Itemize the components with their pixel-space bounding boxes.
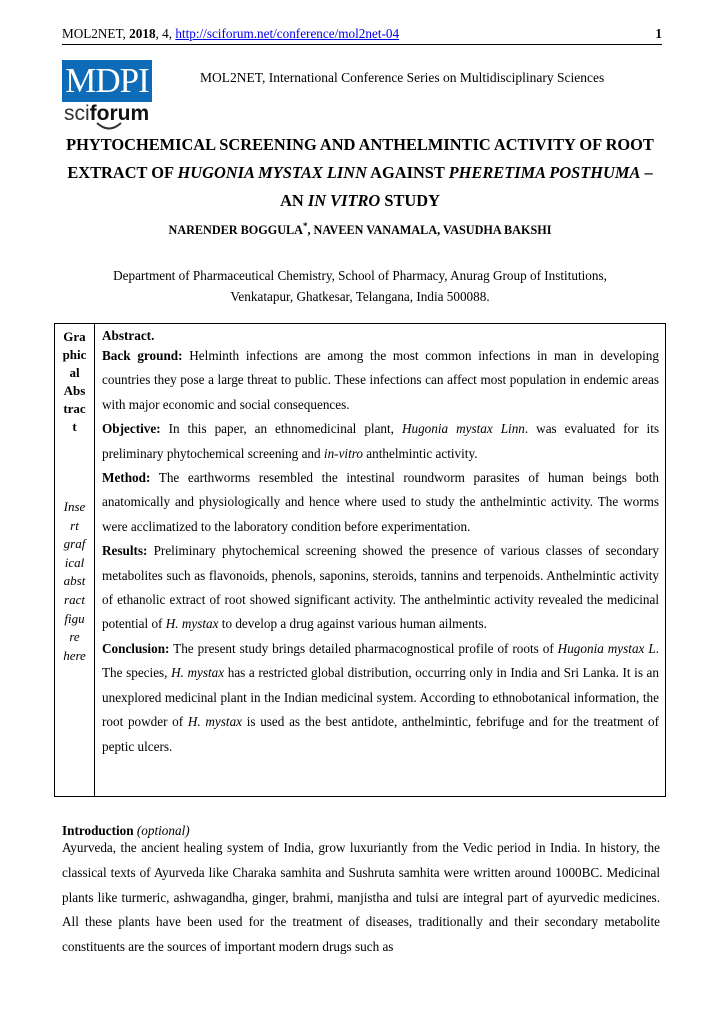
header-citation <box>62 26 399 42</box>
ga-label-line: al <box>69 365 80 380</box>
title-invitro: IN VITRO <box>307 191 381 210</box>
objective-invitro: in-vitro <box>323 445 363 461</box>
objective-text: anthelmintic activity. <box>363 445 478 461</box>
ga-label-line: Gra <box>63 329 86 344</box>
conclusion-species: Hugonia mystax L <box>557 640 656 656</box>
conference-line: MOL2NET, International Conference Series on Multidisciplinary Sciences <box>200 70 605 85</box>
background-label: Back ground: <box>102 348 183 363</box>
logo-sci: sci <box>64 102 90 125</box>
conclusion-text: The present study brings detailed pharmacognostical profile of roots of <box>169 640 558 656</box>
title-part3: – AN <box>280 163 653 210</box>
ga-placeholder-line: ract <box>64 591 85 607</box>
ga-placeholder-line: Inse <box>63 499 86 514</box>
objective-text: In this paper, an ethnomedicinal plant, <box>160 421 402 437</box>
logo-forum: forum <box>89 102 150 125</box>
ga-placeholder-line: abst <box>63 573 86 589</box>
abstract-results <box>102 539 659 637</box>
author-corresponding-mark: * <box>302 221 308 231</box>
objective-text: . was evaluated for its preliminary phytochemical screening and <box>102 421 659 461</box>
graphical-abstract-label <box>55 328 94 436</box>
ga-label-line: phic <box>62 347 87 362</box>
author-first: NARENDER BOGGULA <box>168 223 303 238</box>
conclusion-species: H. mystax <box>187 714 243 730</box>
title-part2: AGAINST <box>366 163 449 182</box>
running-header <box>62 26 662 45</box>
objective-species: Hugonia mystax Linn <box>401 421 525 437</box>
results-text: Preliminary phytochemical screening showed the presence of various classes of secondary metabolites such as flavonoids, phenols, saponins, steroids, tannins and terpenoids. Anthelmintic activity of ethanolic extract of root showed significant activity. The anthelmintic activity revealed the medicinal potential of <box>102 543 659 632</box>
method-label: Method: <box>102 470 151 486</box>
affiliation-line1: Department of Pharmaceutical Chemistry, School of Pharmacy, Anurag Group of Institutions, <box>113 268 607 283</box>
conclusion-species: H. mystax <box>171 665 225 681</box>
conclusion-label: Conclusion: <box>102 640 170 656</box>
ga-placeholder-line: graf <box>63 536 86 552</box>
ga-placeholder-line: re <box>69 629 80 645</box>
abstract-objective <box>102 417 659 466</box>
graphical-abstract-column <box>55 328 94 663</box>
paper-title <box>60 131 660 215</box>
title-species1: HUGONIA MYSTAX LINN <box>177 163 367 182</box>
introduction-text: Ayurveda, the ancient healing system of India, grow luxuriantly from the Vedic period in India. In history, the classical texts of Ayurveda like Charaka samhita and Sushruta samhita were written around 1000BC. Medicinal plants like turmeric, ashwagandha, ginger, brahmi, manjistha and tulsi are integral part of ayurvedic medicines. All these plants have been used for the treatment of diseases, traditionally and their secondary metabolite constituents are the sources of important modern drugs such as <box>62 840 660 955</box>
introduction-optional-note: (optional) <box>136 823 190 838</box>
affiliation-line2: Venkatapur, Ghatkesar, Telangana, India 500088. <box>230 289 490 304</box>
header-volume: , 4, <box>155 26 176 41</box>
ga-label-line: t <box>72 419 77 434</box>
ga-placeholder-line: ical <box>64 554 85 570</box>
title-species2: PHERETIMA POSTHUMA <box>448 163 641 182</box>
results-species: H. mystax <box>165 616 219 632</box>
results-text: to develop a drug against various human ailments. <box>218 616 487 632</box>
author-rest: , NAVEEN VANAMALA, VASUDHA BAKSHI <box>307 223 552 238</box>
abstract-table <box>54 323 666 797</box>
title-part4: STUDY <box>380 191 440 210</box>
page-number: 1 <box>655 26 662 41</box>
header-url-link[interactable]: http://sciforum.net/conference/mol2net-04 <box>175 26 400 41</box>
ga-placeholder-line: here <box>63 647 86 663</box>
conclusion-text: has a restricted global distribution, occurring only in India and Sri Lanka. It is an unexplored medicinal plant in the Indian medicinal system. According to ethnobotanical information, the root powder of <box>102 665 659 730</box>
ga-label-line: trac <box>63 401 86 416</box>
method-text: The earthworms resembled the intestinal roundworm parasites of human beings both anatomically and physiologically and hence where used to study the anthelmintic activity. The worms were acclimatized to the laboratory condition before experimentation. <box>102 470 659 534</box>
introduction-title: Introduction <box>62 823 134 838</box>
ga-placeholder-line: figu <box>64 610 85 626</box>
mdpi-sciforum-logo <box>62 60 152 132</box>
header-year: 2018 <box>129 26 156 41</box>
ga-placeholder-line: rt <box>70 517 79 533</box>
abstract-background <box>102 344 659 417</box>
conclusion-text: is used as the best antidote, anthelmintic, febrifuge and for the treatment of peptic ulcers. <box>102 714 659 754</box>
abstract-method <box>102 466 659 539</box>
graphical-abstract-placeholder <box>55 498 94 665</box>
background-text: Helminth infections are among the most common infections in man in developing countries they pose a large threat to public. These infections can affect most population in endemic areas with major economic and social consequences. <box>102 348 659 412</box>
table-divider <box>94 324 95 796</box>
logo-mdpi-text: MDPI <box>65 61 149 100</box>
abstract-conclusion <box>102 637 659 759</box>
results-label: Results: <box>102 543 148 559</box>
affiliation <box>60 265 660 307</box>
ga-label-line: Abs <box>63 383 86 398</box>
objective-label: Objective: <box>102 421 161 437</box>
title-part1: PHYTOCHEMICAL SCREENING AND ANTHELMINTIC ACTIVITY OF ROOT EXTRACT OF <box>66 135 654 182</box>
header-journal: MOL2NET, <box>62 26 130 41</box>
abstract-column <box>102 328 659 759</box>
author-list <box>60 221 660 238</box>
conclusion-text: . The species, <box>102 640 659 681</box>
abstract-heading: Abstract. <box>102 328 155 343</box>
